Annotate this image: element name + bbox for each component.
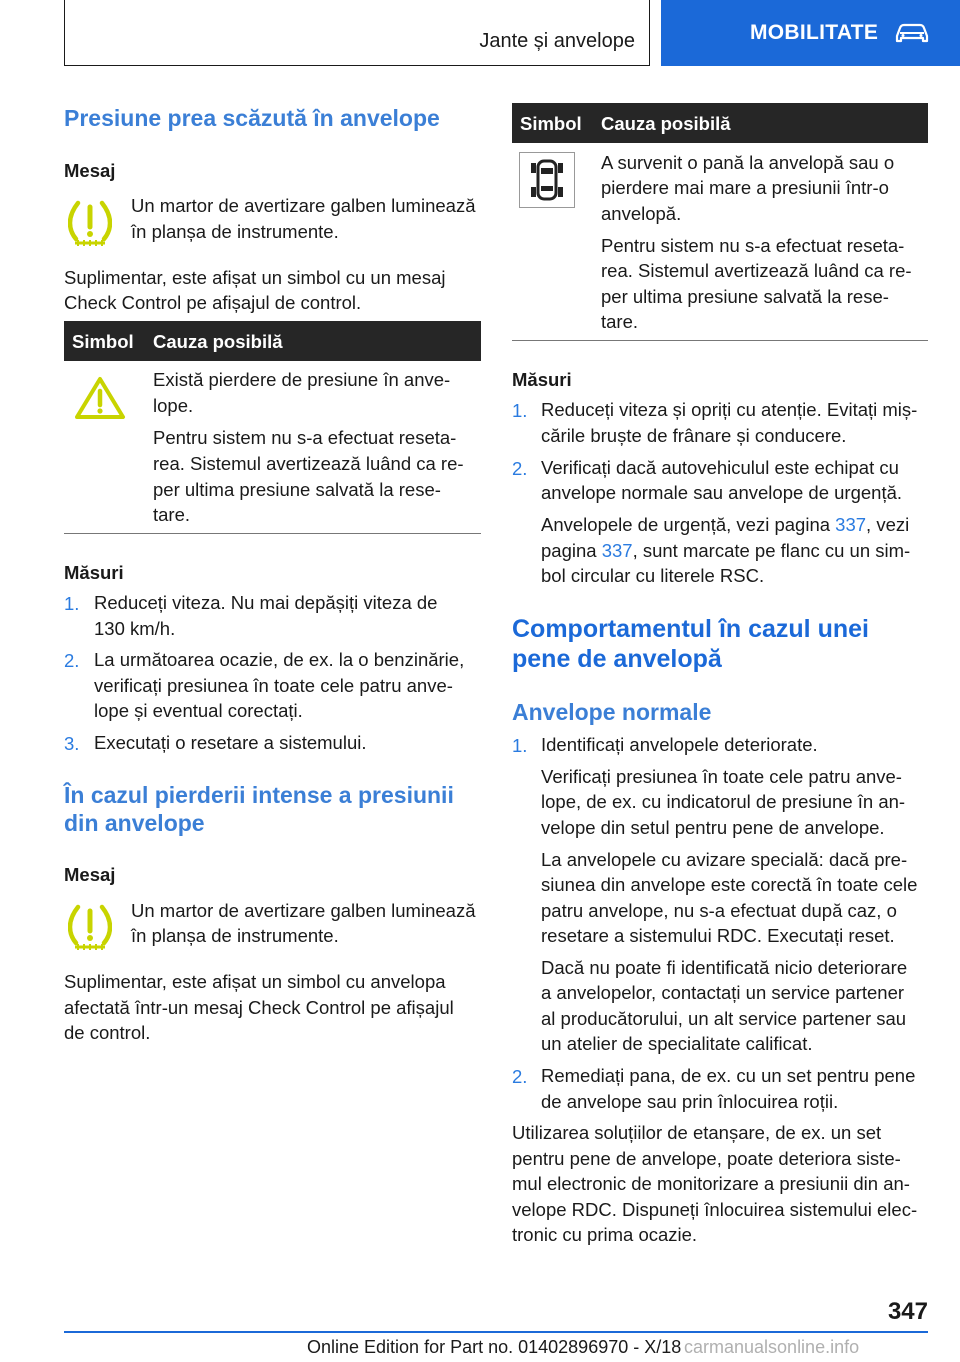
paragraph-line: velope RDC. Dispuneți înlocuirea sistemului elec- xyxy=(512,1199,918,1220)
table-cell-line: lope. xyxy=(153,395,194,416)
table-cell-line: pierdere mai mare a presiunii într-o xyxy=(601,177,889,198)
table-bottom-rule xyxy=(512,340,928,341)
section-title-flat-tire-line-1: Comportamentul în cazul unei xyxy=(512,615,869,643)
measures-label: Măsuri xyxy=(512,369,572,390)
paragraph-line: lope, de ex. cu indicatorul de presiune în an- xyxy=(541,791,906,812)
paragraph-line: Verificați presiunea în toate cele patru anve- xyxy=(541,766,902,787)
paragraph-line: siunea din anvelope este corectă în toate cele xyxy=(541,874,918,895)
list-number: 2. xyxy=(512,1066,528,1087)
list-item-line: lope și eventual corectați. xyxy=(94,700,303,721)
list-item-line: Verificați dacă autovehiculul este echipat cu xyxy=(541,457,899,478)
table-cell-line: tare. xyxy=(601,311,639,332)
table-cell-line: tare. xyxy=(153,504,191,525)
list-item-line: verificați presiunea în toate cele patru anve- xyxy=(94,675,453,696)
table-cell-line: Există pierdere de presiune în anve- xyxy=(153,369,451,390)
table-header xyxy=(512,103,928,143)
page-link[interactable]: 337 xyxy=(601,540,633,561)
supplement-line: afectată într-un mesaj Check Control pe afișajul xyxy=(64,997,454,1018)
list-item-line: pagina 337, sunt marcate pe flanc cu un sim- xyxy=(541,540,911,561)
section-title-intense-loss-line-1: În cazul pierderii intense a presiunii xyxy=(64,782,454,808)
message-label: Mesaj xyxy=(64,160,116,181)
measures-label: Măsuri xyxy=(64,562,124,583)
supplement-line-1: Suplimentar, este afișat un simbol cu un mesaj xyxy=(64,267,446,288)
table-cell-line: per ultima presiune salvată la rese- xyxy=(153,479,441,500)
subsection-title: Anvelope normale xyxy=(512,699,712,725)
list-item-line: 130 km/h. xyxy=(94,618,176,639)
table-cell-line: per ultima presiune salvată la rese- xyxy=(601,286,889,307)
message-line-1: Un martor de avertizare galben luminează xyxy=(131,900,476,921)
column-header-cause: Cauza posibilă xyxy=(153,331,283,352)
list-number: 1. xyxy=(512,735,528,756)
column-header-cause: Cauza posibilă xyxy=(601,113,731,134)
tire-pressure-warning-icon xyxy=(68,903,112,956)
paragraph-line: tronic cu prima ocazie. xyxy=(512,1224,698,1245)
car-icon xyxy=(894,22,930,44)
list-item-line: La următoarea ocazie, de ex. la o benzinărie, xyxy=(94,649,465,670)
list-item-line: Reduceți viteza și opriți cu atenție. Evitați miș- xyxy=(541,399,918,420)
header-section-box xyxy=(64,0,650,66)
section-title-intense-loss-line-2: din anvelope xyxy=(64,810,205,836)
list-number: 3. xyxy=(64,733,80,754)
list-item-line: bol circular cu literele RSC. xyxy=(541,565,765,586)
list-item-line: de anvelope sau prin înlocuirea roții. xyxy=(541,1091,839,1112)
list-item-line: anvelope normale sau anvelope de urgență. xyxy=(541,482,903,503)
paragraph-line: un atelier de specialitate calificat. xyxy=(541,1033,813,1054)
list-number: 1. xyxy=(512,400,528,421)
column-header-symbol: Simbol xyxy=(72,331,134,352)
paragraph-line: Dacă nu poate fi identificată nicio deteriorare xyxy=(541,957,908,978)
list-item-line: Remediați pana, de ex. cu un set pentru pene xyxy=(541,1065,916,1086)
section-title-flat-tire-line-2: pene de anvelopă xyxy=(512,645,722,673)
supplement-line: de control. xyxy=(64,1022,151,1043)
watermark-text: carmanualsonline.info xyxy=(684,1337,860,1357)
table-cell-line: A survenit o pană la anvelopă sau o xyxy=(601,152,895,173)
table-cell-line: anvelopă. xyxy=(601,203,682,224)
table-bottom-rule xyxy=(64,533,481,534)
paragraph-line: resetare a sistemului RDC. Executați reset. xyxy=(541,925,895,946)
section-title: Jante și anvelope xyxy=(479,30,635,52)
column-header-symbol: Simbol xyxy=(520,113,582,134)
message-line-2: în planșa de instrumente. xyxy=(131,925,339,946)
message-line-1: Un martor de avertizare galben luminează xyxy=(131,195,476,216)
edition-text: Online Edition for Part no. 01402896970 - X/18 xyxy=(307,1337,682,1357)
paragraph-line: al producătorului, un alt service partener sau xyxy=(541,1008,907,1029)
tire-pressure-warning-icon xyxy=(68,199,112,252)
list-number: 1. xyxy=(64,593,80,614)
list-item-line: Identificați anvelopele deteriorate. xyxy=(541,734,818,755)
message-line-2: în planșa de instrumente. xyxy=(131,221,339,242)
table-header xyxy=(64,321,481,361)
list-item-line: Anvelopele de urgență, vezi pagina 337, vezi xyxy=(541,514,910,535)
warning-triangle-icon xyxy=(74,376,126,425)
paragraph-line: La anvelopele cu avizare specială: dacă pre- xyxy=(541,849,908,870)
list-item-line: Reduceți viteza. Nu mai depășiți viteza de xyxy=(94,592,438,613)
paragraph-line: Utilizarea soluțiilor de etanșare, de ex. un set xyxy=(512,1122,882,1143)
supplement-line-2: Check Control pe afișajul de control. xyxy=(64,292,362,313)
list-item-line: cările bruște de frânare și conducere. xyxy=(541,425,847,446)
table-cell-line: rea. Sistemul avertizează luând ca re- xyxy=(601,260,912,281)
list-number: 2. xyxy=(512,458,528,479)
page-number: 347 xyxy=(887,1298,928,1325)
footer-rule xyxy=(64,1331,928,1333)
table-cell-line: Pentru sistem nu s-a efectuat reseta- xyxy=(601,235,905,256)
list-number: 2. xyxy=(64,650,80,671)
section-title-low-pressure: Presiune prea scăzută în anvelope xyxy=(64,105,440,131)
paragraph-line: pentru pene de anvelope, poate deteriora siste- xyxy=(512,1148,901,1169)
message-label: Mesaj xyxy=(64,864,116,885)
paragraph-line: mul electronic de monitorizare a presiunii din an- xyxy=(512,1173,910,1194)
list-item-line: Executați o resetare a sistemului. xyxy=(94,732,367,753)
chapter-tab[interactable] xyxy=(661,0,960,66)
table-cell-line: rea. Sistemul avertizează luând ca re- xyxy=(153,453,464,474)
table-cell-line: Pentru sistem nu s-a efectuat reseta- xyxy=(153,427,457,448)
paragraph-line: patru anvelope, nu s-a efectuat după caz, o xyxy=(541,900,897,921)
page-link[interactable]: 337 xyxy=(835,514,867,535)
paragraph-line: velope din setul pentru pene de anvelope. xyxy=(541,817,885,838)
paragraph-line: a anvelopelor, contactați un service partener xyxy=(541,982,905,1003)
flat-tire-car-icon xyxy=(519,152,575,213)
supplement-line: Suplimentar, este afișat un simbol cu anvelopa xyxy=(64,971,446,992)
chapter-title: MOBILITATE xyxy=(750,21,879,44)
